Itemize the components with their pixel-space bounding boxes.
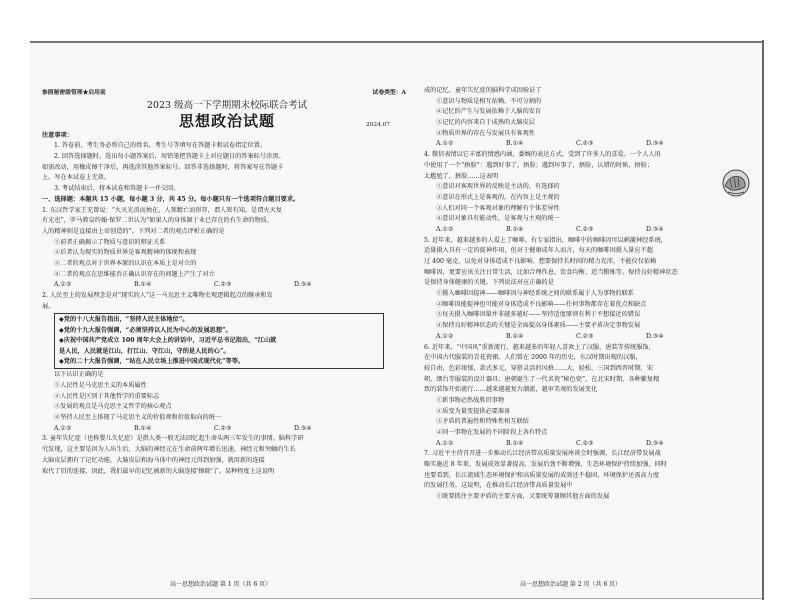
q5-stem: 5. 近年来，越来越多的人爱上了咖啡。有专家指出，咖啡中的咖啡因可以刺激神经系统，: [424, 236, 667, 244]
notes-line: 如需改动，用橡皮擦干净后，再选涂其他答案标号。回答非选择题时，将答案写在答题卡: [42, 163, 284, 171]
q1-stem: 1. 东汉哲学家王充曾说：“火灭光消而烛在，人死精亡而形存，谓人死有知，是谓火灭复: [42, 206, 282, 214]
q7-stem: 略实施近 8 年来，发展成效显著提高，发展后劲不断增强，生态环境保护持续加强，同时: [424, 461, 667, 469]
choice-c: C.②③: [576, 332, 594, 340]
q2-quote-box: [54, 313, 384, 369]
choice-d: D.③④: [294, 281, 312, 289]
q2-stem: 2. 人民至上的发展理念是对“现实的人”这一马克思主义唯物史观逻辑起点的继承和发: [42, 292, 273, 299]
security-label: 参照秘密级管理★启用前: [42, 90, 106, 96]
choice-d: D.③④: [646, 439, 664, 447]
q3-stem: 3. 童年失忆症（也称婴儿失忆症）是指人类一般无法回忆起生命头两三年发生的事情。脑科学研: [42, 435, 304, 443]
q3-option: ④物质世界的存在与发展具有客观性: [436, 129, 535, 137]
choice-c: C.②③: [576, 439, 594, 447]
q5-stem: 咖啡因，更要应该关注日常生活，比如合理作息、饮食均衡、适当锻炼等。保持良好精神状态: [424, 268, 678, 276]
q7-stem: 也要看到，长江流域生态环境保护和高质量发展的成效还不稳固，环境保护还需高力度: [424, 471, 660, 479]
q2-choices: [42, 424, 412, 435]
q5-stem: 适量摄入具有一定的提神作用，但对于健康成年人而言，每天的咖啡因摄入量应不超: [424, 247, 653, 255]
choice-a: A.①②: [436, 439, 454, 447]
q6-option: ④同一事物在发展的不同阶段上各有特点: [436, 429, 548, 436]
notes-line: 上。写在本试卷上无效。: [42, 174, 111, 182]
quote-line: ◆庆祝中国共产党成立 100 周年大会上的讲话中，习近平总书记指出，“江山就: [59, 337, 277, 345]
choice-a: A.①②: [436, 225, 454, 233]
quote-line: ◆党的十九大报告强调，“必须坚持以人民为中心的发展思想”。: [59, 326, 232, 334]
quote-line: ◆党的十八大报告指出，“坚持人民主体地位”。: [59, 316, 189, 324]
q6-stem: 致的装饰开始流行……越来越越复古潮流，越审美观的发展变化: [424, 386, 598, 394]
choice-b: B.①④: [506, 140, 524, 148]
choice-a: A.①②: [436, 140, 454, 148]
choice-c: C.②③: [576, 225, 594, 233]
q3-choices: [424, 139, 748, 150]
q3-option: ③记忆的内容来自于成熟的大脑皮层: [436, 119, 535, 127]
notes-line: 3. 考试结束后，将本试卷和答题卡一并交回。: [54, 185, 180, 193]
header-row: [42, 88, 412, 99]
q5-stem: 过 400 毫克，以免对身体造成不良影响。想要保持长时间的精力充沛，不能仅仅依赖: [424, 258, 657, 265]
choice-b: B.①④: [506, 225, 524, 233]
q4-stem: 中使用了一个“捂脸”：遇到好事了，捂脸；遇到坏事了，捂脸，认错的时候，捂脸；: [424, 161, 654, 169]
paper-bottom-edge: [30, 598, 763, 599]
choice-a: A.①②: [436, 332, 454, 340]
q4-option: ④意识对象具有能动性，是客观与主观的统一: [436, 215, 560, 223]
q3-option: ②记忆的产生与发展依赖于人脑的发育: [436, 108, 542, 116]
q5-stem: 是保持身体健康的关键。下列说法对应正确的是: [424, 279, 554, 287]
subject-row: [42, 112, 412, 131]
quote-line: 是人民，人民就是江山，打江山、守江山，守的是人民的心”。: [59, 347, 230, 355]
q2-prompt: 以下认识正确的是: [54, 371, 104, 379]
q1-stem: 有光也”，罗马教皇约翰·保罗二世认为“如果人的身体源于业已存在的有生命的物质，: [42, 217, 274, 225]
choice-d: D.③④: [646, 332, 664, 340]
page-one-footer: 高一思想政治试题 第 1 页（共 6 页）: [170, 581, 272, 588]
q1-option: ①前者正确揭示了物质与意识的辩证关系: [54, 238, 166, 246]
q1-option: ④二者的观点在思维能否正确认识存在的问题上产生了对立: [54, 270, 215, 278]
q3-tail: 成的记忆。童年失忆症的脑科学成因验证了: [424, 87, 542, 94]
q6-option: ①新事物必然战胜旧事物: [436, 396, 505, 404]
choice-b: B.①④: [506, 332, 524, 340]
facepalm-emoji-icon: [718, 168, 754, 198]
choice-c: C.②③: [214, 424, 232, 432]
q1-stem: 人的精神则是直接由上帝创造的”。下列对二者的观点评析正确的是: [42, 227, 225, 235]
choice-c: C.②③: [576, 140, 594, 148]
q3-stem: 大脑皮层拥有了记忆功能。大脑皮层和海马体中的神经元得到加强，就用新的连接: [42, 456, 265, 464]
choice-b: B.①④: [134, 281, 152, 289]
page-two-footer: 高一思想政治试题 第 2 页（共 6 页）: [520, 581, 622, 588]
q4-option: ②意识在形式上是客观的，在内容上是主观的: [436, 193, 560, 201]
q5-choices: [424, 332, 748, 343]
q6-stem: 朝，细台等服装的设计器具；唐朝诞生了一代名瓷“秘色瓷”，在北宋时期，各种繁复精: [424, 375, 660, 383]
q3-stem: 取代了旧的连接，因此，我们最早的记忆被新的大脑连接'擦除'了。某种程度上这说明: [42, 467, 275, 475]
q3-option: ①意识与物质是相互依赖、不可分割的: [436, 97, 542, 105]
q7-option: ①既要抓住主要矛盾的主要方面，又要统筹兼顾其他方面的发展: [436, 493, 610, 501]
q5-option: ③每天摄入咖啡因量并非越多越好——坚持适度原则有利于不想接近的错误: [436, 311, 641, 319]
exam-title: 2023 级高一下学期期末校际联合考试: [146, 99, 308, 111]
page-two-column: [424, 86, 748, 503]
q4-option: ③人们对同一个客观对象的理解有个体差异性: [436, 204, 560, 212]
q6-option: ②质变为量变提供必要准备: [436, 407, 511, 415]
q1-option: ③二者的观点对于世界本原的认识在本质上是对立的: [54, 259, 197, 267]
q7-stem: 7. 习近平主持召开进一步推动长江经济带高质量发展座谈会时强调，长江经济带发展战: [424, 450, 661, 458]
q4-stem: 太尴尬了，捂脸……这表明: [424, 172, 499, 180]
q2-option: ②人民性是区别于其他哲学的重要标志: [54, 392, 160, 400]
q6-choices: [424, 439, 748, 450]
notes-heading: 注意事项：: [42, 131, 73, 139]
q5-option: ①摄入咖啡因提神——咖啡因与神经系统之间的联系属于人为事物的联系: [436, 290, 634, 298]
choice-d: D.③④: [646, 140, 664, 148]
choice-d: D.③④: [294, 424, 312, 432]
choice-b: B.①④: [506, 439, 524, 447]
q5-option: ④保持良好精神状态的关键是全面提高身体素质——主要矛盾决定事物发展: [436, 322, 641, 330]
choice-d: D.③④: [646, 225, 664, 233]
notes-line: 2. 回答选择题时，选出每小题答案后，用铅笔把答题卡上对应题目的答案标号涂黑。: [54, 153, 285, 161]
paper-top-edge: [30, 41, 763, 43]
q4-choices: [424, 225, 748, 236]
q2-option: ①人民性是马克思主义的本质属性: [54, 382, 147, 390]
choice-a: A.①②: [54, 281, 72, 289]
q2-option: ④坚持人民至上体现了马克思主义的价值观和价值取向的统一: [54, 414, 222, 422]
notes-line: 1. 答卷前，考生务必将自己的姓名、考生号等填写在答题卡和试卷指定位置。: [54, 142, 267, 150]
q6-stem: 较自由，色彩浓郁，款式多元，穿搭灵活的风格……大，轻松、三国到西晋时期，宋: [424, 364, 653, 372]
q7-stem: 的发展任务。这说明，在推动长江经济带高质量发展中: [424, 482, 573, 490]
q6-stem: 在中国古代服装的青花瓷裙。人们曾在 2000 年的历史，东汉时期出现的汉服，: [424, 354, 642, 362]
q2-option: ③发展的观点是马克思主义哲学的核心观点: [54, 403, 172, 411]
section-heading: 一、选择题：本题共 15 小题，每小题 3 分，共 45 分。每小题只有一个选项符合题目要求。: [42, 195, 300, 203]
q5-option: ②咖啡因能提神也可能对身体造成不良影响——任何事物都存在着优点和缺点: [436, 300, 647, 308]
q2-stem: 展。: [42, 302, 55, 310]
choice-c: C.②③: [214, 281, 232, 289]
subject-title: 思想政治试题: [178, 111, 275, 130]
q1-choices: [42, 280, 412, 291]
q4-stem: 4. 微信表情以它丰富的情感内涵，委婉的表达方式，受到了许多人的喜爱。一个人人用: [424, 151, 661, 159]
quote-line: ◆党的二十大报告强调，“站在人民立场上推进中国式现代化”等等。: [59, 357, 245, 365]
paper-type-label: 试卷类型：A: [372, 90, 406, 96]
choice-b: B.①④: [134, 424, 152, 432]
page-one-column: [42, 88, 412, 477]
q3-stem: 究发现，这主要是因为人出生后，大脑的神经元在生命前两年增长迅速，神经元和突触的生长: [42, 446, 296, 454]
q6-option: ③矛盾的普遍性和特殊性相互联结: [436, 418, 529, 426]
exam-date: 2024.07: [366, 121, 390, 128]
q1-option: ②后者认为现实的物质世界是客观精神的体现和表现: [54, 249, 197, 257]
paper-right-edge: [762, 40, 764, 600]
q6-stem: 6. 近年来，“中国风”重新流行，越来越多的年轻人喜欢上了汉服、唐装等传统服饰，: [424, 343, 655, 351]
q4-option: ①意识对客观世界的反映是主动的、有选择的: [436, 183, 560, 191]
choice-a: A.①②: [54, 424, 72, 432]
